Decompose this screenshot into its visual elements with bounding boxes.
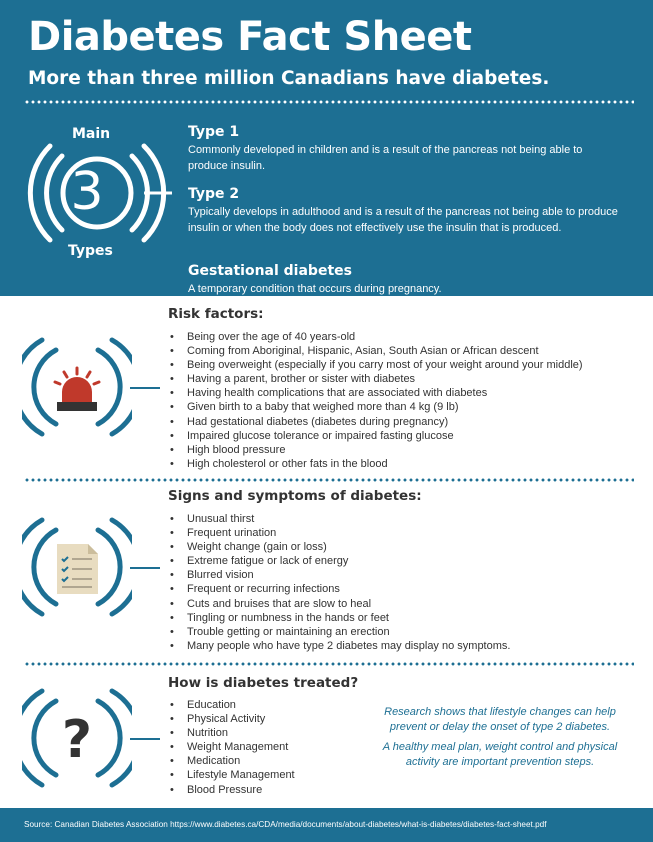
list-item: • Had gestational diabetes (diabetes during pregnancy) [168, 415, 583, 429]
list-item: • Extreme fatigue or lack of energy [168, 554, 510, 568]
header-banner [0, 0, 653, 296]
prevention-note: A healthy meal plan, weight control and physical activity are important prevention steps. [382, 741, 618, 768]
list-item: • Frequent urination [168, 526, 510, 540]
list-item: • Tingling or numbness in the hands or feet [168, 611, 510, 625]
list-item: • Coming from Aboriginal, Hispanic, Asian, South Asian or African descent [168, 344, 583, 358]
list-item: • Education [168, 698, 295, 712]
gestational-block [188, 263, 618, 297]
list-item: • Frequent or recurring infections [168, 582, 510, 596]
list-item: • Nutrition [168, 726, 295, 740]
svg-text:?: ? [61, 710, 93, 770]
risk-factors-list [168, 330, 583, 471]
list-item: • Having a parent, brother or sister with diabetes [168, 372, 583, 386]
type-name: Type 2 [188, 186, 240, 202]
list-item: • Physical Activity [168, 712, 295, 726]
treatment-heading: How is diabetes treated? [168, 675, 359, 691]
list-item: • Weight change (gain or loss) [168, 540, 510, 554]
types-top-label: Main [72, 126, 111, 142]
list-item: • Given birth to a baby that weighed more than 4 kg (9 lb) [168, 400, 583, 414]
list-item: • Being over the age of 40 years-old [168, 330, 583, 344]
type-description: Commonly developed in children and is a result of the pancreas not being able to produce insulin. [188, 144, 583, 172]
type-description: A temporary condition that occurs during pregnancy. [188, 283, 442, 295]
list-item: • Lifestyle Management [168, 768, 295, 782]
type-description: Typically develops in adulthood and is a result of the pancreas not being able to produce insulin or when the body does not effectively use the insulin that is produced. [188, 206, 618, 234]
type-name: Gestational diabetes [188, 263, 352, 279]
list-item: • Many people who have type 2 diabetes may display no symptoms. [168, 639, 510, 653]
type-1-block [188, 124, 618, 174]
list-item: • Weight Management [168, 740, 295, 754]
connector-line [130, 737, 160, 741]
types-count: 3 [70, 162, 104, 222]
list-item: • Impaired glucose tolerance or impaired fasting glucose [168, 429, 583, 443]
question-mark-icon [22, 683, 132, 793]
symptoms-heading: Signs and symptoms of diabetes: [168, 488, 422, 504]
list-item: • Having health complications that are associated with diabetes [168, 386, 583, 400]
checklist-document-icon [22, 512, 132, 622]
list-item: • Trouble getting or maintaining an erection [168, 625, 510, 639]
risk-factors-heading: Risk factors: [168, 306, 264, 322]
dotted-divider [24, 100, 634, 104]
list-item: • Cuts and bruises that are slow to heal [168, 597, 510, 611]
page-subtitle: More than three million Canadians have diabetes. [28, 68, 550, 89]
list-item: • Blood Pressure [168, 783, 295, 797]
list-item: • High cholesterol or other fats in the blood [168, 457, 583, 471]
list-item: • Medication [168, 754, 295, 768]
types-bottom-label: Types [68, 243, 113, 259]
list-item: • High blood pressure [168, 443, 583, 457]
symptoms-list [168, 512, 510, 653]
list-item: • Being overweight (especially if you carry most of your weight around your middle) [168, 358, 583, 372]
research-note: Research shows that lifestyle changes can help prevent or delay the onset of type 2 diabetes. [384, 706, 616, 733]
list-item: • Blurred vision [168, 568, 510, 582]
type-2-block [188, 186, 618, 236]
connector-line [130, 566, 160, 570]
dotted-divider [24, 478, 634, 482]
alarm-siren-icon [22, 332, 132, 442]
list-item: • Unusual thirst [168, 512, 510, 526]
page-title: Diabetes Fact Sheet [28, 14, 472, 60]
source-citation: Source: Canadian Diabetes Association https://www.diabetes.ca/CDA/media/documents/about-diabetes/what-is-diabetes/diabetes-fact-sheet.pdf [24, 820, 547, 829]
dotted-divider [24, 662, 634, 666]
treatment-list [168, 698, 295, 797]
connector-line [130, 386, 160, 390]
footer-bar [0, 808, 653, 842]
type-name: Type 1 [188, 124, 240, 140]
